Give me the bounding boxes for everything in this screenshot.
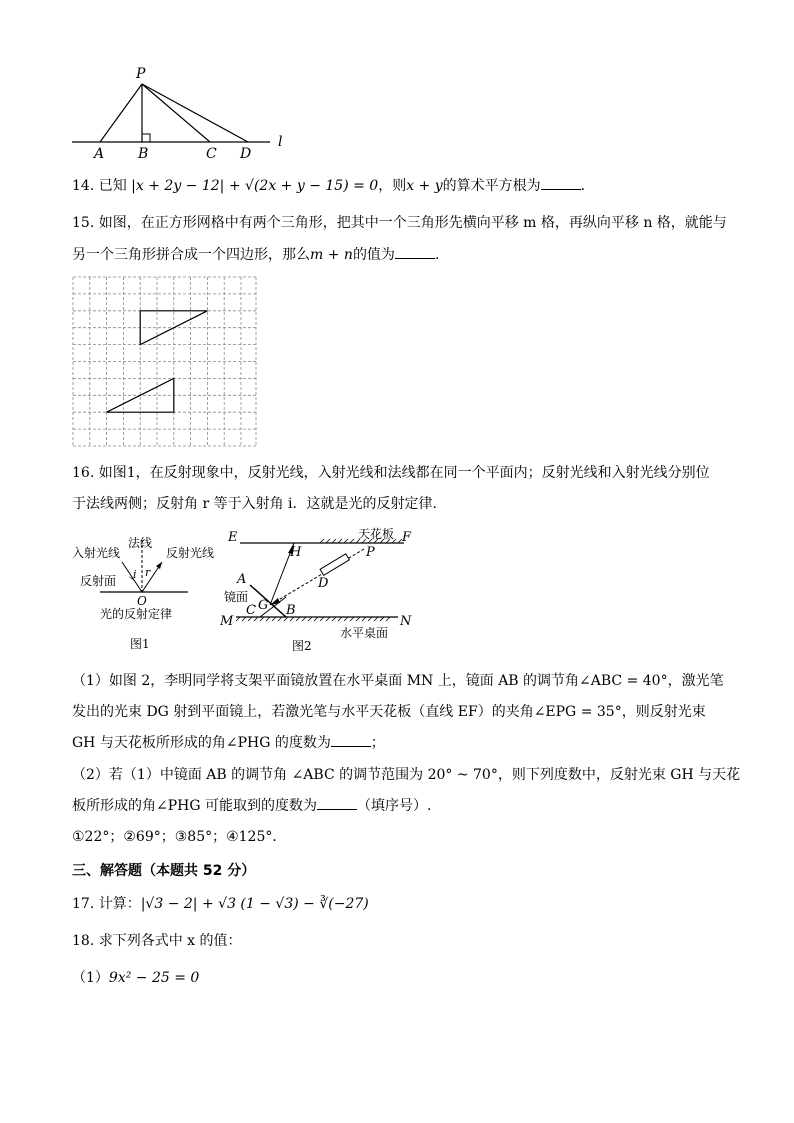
question-16-part2-line1 (72, 766, 740, 784)
fig2-mirror-label: 镜面 (224, 590, 249, 604)
question-15-line1 (72, 214, 727, 232)
figure-2-mirror-setup (220, 525, 420, 657)
q15-line2-b: 的值为 (352, 247, 395, 263)
laser-pen (320, 554, 349, 575)
question-18-part1 (72, 969, 199, 987)
fig2-b-label: B (286, 603, 296, 618)
q14-answer-blank[interactable] (541, 177, 581, 190)
fig2-h-label: H (290, 545, 302, 560)
label-p: P (136, 66, 146, 82)
q16-number: 16. (72, 465, 95, 481)
question-16-part1-line1 (72, 672, 724, 690)
label-c: C (206, 146, 217, 162)
laser-path-pg (270, 549, 364, 605)
q15-line2-a: 另一个三角形拼合成一个四边形，那么 (72, 247, 310, 263)
question-14 (72, 177, 585, 195)
q15-line1: 如图，在正方形网格中有两个三角形，把其中一个三角形先横向平移 m 格，再纵向平移 n 格，就能与 (98, 215, 727, 231)
question-18 (72, 932, 242, 950)
fig1-o-label: O (137, 594, 147, 608)
fig1-surface-label: 反射面 (80, 574, 117, 588)
question-15-line2 (72, 246, 439, 264)
fig1-i-label: i (133, 568, 137, 581)
q14-prefix: 已知 (98, 178, 127, 194)
q14-suffix: 的算术平方根为 (442, 178, 541, 194)
q15-answer-blank[interactable] (395, 246, 435, 259)
q16-line1: 如图1，在反射现象中，反射光线，入射光线和法线都在同一个平面内；反射光线和入射光线分别位 (98, 465, 710, 481)
label-d: D (240, 146, 252, 162)
question-17 (72, 895, 369, 913)
reflected-arrow-icon (156, 562, 162, 569)
fig2-n-label: N (400, 614, 412, 629)
segment-pc (142, 84, 210, 142)
section-3-heading: 三、解答题（本题共 52 分） (72, 863, 256, 879)
q16-part1-line3-a: GH 与天花板所形成的角∠PHG 的度数为 (72, 735, 331, 751)
right-angle-mark (142, 134, 150, 142)
fig2-p-label: P (366, 545, 375, 560)
question-16-line2 (72, 495, 447, 513)
segment-pd (142, 84, 248, 142)
q15-end: . (434, 247, 440, 263)
q15-expression: m + n (310, 247, 353, 263)
figure-triangle-line (70, 62, 300, 162)
question-16-part2-line2 (72, 797, 431, 815)
q14-number: 14. (72, 178, 95, 194)
q15-number: 15. (72, 215, 95, 231)
label-a: A (94, 146, 105, 162)
label-l: l (278, 134, 283, 150)
question-16-options (72, 828, 286, 846)
q16-part2-line1: （2）若（1）中镜面 AB 的调节角 ∠ABC 的调节范围为 20° ~ 70°，则下列度数中，反射光束 GH 与天花 (72, 767, 741, 783)
q16-part1-line1: （1）如图 2，李明同学将支架平面镜放置在水平桌面 MN 上，镜面 AB 的调节角∠ABC = 40°，激光笔 (72, 673, 724, 689)
figure-square-grid (72, 276, 258, 448)
grid-lines (73, 277, 256, 446)
fig2-c-label: C (246, 603, 256, 618)
fig2-a-label: A (237, 572, 247, 587)
q14-middle: ，则 (378, 178, 407, 194)
q17-number: 17. (72, 896, 95, 912)
fig2-d-label: D (318, 576, 329, 591)
q16-part1-line2: 发出的光束 DG 射到平面镜上，若激光笔与水平天花板（直线 EF）的夹角∠EPG = 35°，则反射光束 (72, 704, 706, 720)
fig1-caption: 图1 (130, 637, 150, 651)
fig1-normal-label: 法线 (128, 536, 153, 550)
fig2-ceiling-label: 天花板 (358, 527, 395, 541)
fig2-m-label: M (220, 614, 234, 629)
fig2-g-label: G (258, 598, 269, 613)
question-16-part1-line3 (72, 734, 385, 752)
q18-text: 求下列各式中 x 的值： (98, 933, 242, 949)
incident-ray (122, 562, 142, 592)
q18-part1-expression: 9x² − 25 = 0 (108, 970, 200, 986)
q16-part2-answer-blank[interactable] (317, 797, 357, 810)
q17-prefix: 计算： (98, 896, 141, 912)
fig1-reflected-label: 反射光线 (166, 546, 215, 560)
q14-end: . (580, 178, 586, 194)
fig1-r-label: r (145, 566, 151, 579)
q14-expression: |x + 2y − 12| + √(2x + y − 15) = 0 (131, 178, 379, 194)
question-16-part1-line2 (72, 703, 706, 721)
figure-1-reflection-law (70, 530, 230, 655)
fig1-incident-label: 入射光线 (72, 546, 121, 560)
q18-part1-label: （1） (72, 970, 109, 986)
segment-pa (100, 84, 142, 142)
question-16-line1 (72, 464, 710, 482)
q17-expression: |√3 − 2| + √3 (1 − √3) − ∛(−27) (140, 896, 369, 912)
fig2-e-label: E (228, 530, 238, 545)
q16-line2: 于法线两侧；反射角 r 等于入射角 i．这就是光的反射定律． (72, 496, 447, 512)
q16-part1-line3-b: ； (370, 735, 385, 751)
q16-part2-line2-a: 板所形成的角∠PHG 可能取到的度数为 (72, 798, 317, 814)
q16-options: ①22°；②69°；③85°；④125°． (72, 829, 287, 845)
label-b: B (138, 146, 149, 162)
fig2-f-label: F (402, 530, 412, 545)
q16-part2-line2-b: （填序号）. (357, 798, 432, 814)
q16-part1-answer-blank[interactable] (331, 734, 371, 747)
q14-expression-sum: x + y (406, 178, 443, 194)
fig2-table-label: 水平桌面 (340, 626, 389, 640)
fig1-law-caption: 光的反射定律 (100, 607, 173, 621)
q18-number: 18. (72, 933, 95, 949)
fig2-caption: 图2 (292, 639, 312, 653)
